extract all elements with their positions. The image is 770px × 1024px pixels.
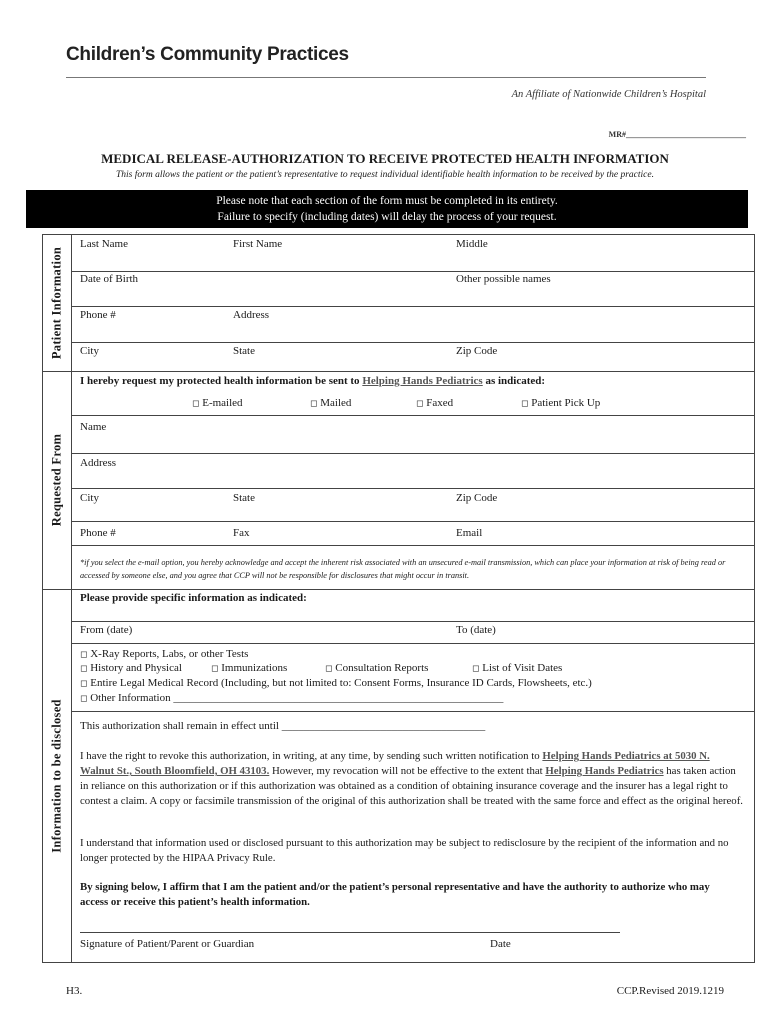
- request-statement-pre: I hereby request my protected health information be sent to: [80, 375, 360, 387]
- date-label: Date: [490, 938, 511, 950]
- email-disclaimer: *if you select the e-mail option, you hereby acknowledge and accept the inherent risk associated with an unsecured e-mail transmission, which can place your information at risk of being read or accessed by someone else, and you agree that CCP will not be responsible for disclosures that might occur in transit.: [80, 558, 726, 580]
- row-line: [71, 306, 755, 307]
- checkbox-icon[interactable]: ◻: [310, 398, 318, 408]
- item-xray[interactable]: [80, 648, 248, 660]
- patient-state-field[interactable]: State: [233, 345, 255, 357]
- row-line: [71, 643, 755, 644]
- section-label-requested: [42, 371, 71, 589]
- affiliate-text: An Affiliate of Nationwide Children’s Hospital: [511, 89, 706, 100]
- item-xray-label: X-Ray Reports, Labs, or other Tests: [90, 648, 249, 660]
- notice-line-2: Failure to specify (including dates) will delay the process of your request.: [217, 211, 557, 223]
- checkbox-icon[interactable]: ◻: [325, 663, 333, 673]
- revoke-practice-link: Helping Hands Pediatrics: [545, 765, 664, 777]
- section-divider-vertical: [71, 234, 72, 963]
- signature-label: Signature of Patient/Parent or Guardian: [80, 938, 255, 950]
- checkbox-icon[interactable]: ◻: [192, 398, 200, 408]
- revoke-paragraph: [80, 749, 745, 809]
- checkbox-icon[interactable]: ◻: [80, 693, 88, 703]
- section-line: [71, 589, 755, 590]
- item-history-label: History and Physical: [90, 662, 182, 674]
- row-line: [71, 521, 755, 522]
- checkbox-icon[interactable]: ◻: [521, 398, 529, 408]
- form-subtitle: This form allows the patient or the patient’s representative to request individual identifiable health information to be received by the practice.: [116, 170, 654, 180]
- section-label-patient-text: Patient Information: [49, 246, 63, 359]
- item-entire-record[interactable]: [80, 677, 592, 689]
- option-pickup[interactable]: [521, 397, 600, 409]
- disclose-heading: Please provide specific information as indicated:: [80, 592, 307, 604]
- other-names-field[interactable]: Other possible names: [456, 273, 551, 285]
- footer-form-code: H3.: [66, 985, 83, 997]
- item-entire-record-label: Entire Legal Medical Record (Including, but not limited to: Consent Forms, Insurance ID Cards, Flowsheets, etc.): [90, 677, 592, 689]
- signature-line[interactable]: [80, 932, 620, 933]
- option-faxed-label: Faxed: [426, 397, 454, 409]
- item-consultation-label: Consultation Reports: [335, 662, 429, 674]
- item-history[interactable]: [80, 662, 182, 674]
- row-line: [71, 415, 755, 416]
- row-line: [71, 545, 755, 546]
- mr-number-field[interactable]: MR#______________________________: [608, 130, 746, 139]
- form-title: MEDICAL RELEASE-AUTHORIZATION TO RECEIVE PROTECTED HEALTH INFORMATION: [101, 151, 669, 166]
- checkbox-icon[interactable]: ◻: [472, 663, 480, 673]
- row-line: [71, 453, 755, 454]
- notice-banner: [26, 190, 748, 228]
- patient-address-field[interactable]: Address: [233, 309, 270, 321]
- row-line: [71, 488, 755, 489]
- header-rule: [66, 77, 706, 78]
- checkbox-icon[interactable]: ◻: [80, 649, 88, 659]
- section-label-disclosed-text: Information to be disclosed: [49, 699, 63, 853]
- row-line: [71, 711, 755, 712]
- section-line: [71, 371, 755, 372]
- revoke-text-3: has taken action in reliance on this authorization or if this authorization was obtained as a condition of obtaining insurance coverage and the insurer has a legal right to contest a claim. A copy or facsimile transmission of the original of this authorization shall be treated with the same force and effect as the original hereof.: [80, 765, 743, 807]
- recipient-fax-field[interactable]: Fax: [233, 527, 250, 539]
- recipient-phone-field[interactable]: Phone #: [80, 527, 116, 539]
- option-mailed-label: Mailed: [320, 397, 352, 409]
- option-faxed[interactable]: [416, 397, 453, 409]
- item-immunizations-label: Immunizations: [221, 662, 288, 674]
- patient-zip-field[interactable]: Zip Code: [456, 345, 498, 357]
- recipient-email-field[interactable]: Email: [456, 527, 483, 539]
- item-other[interactable]: [80, 692, 503, 704]
- checkbox-icon[interactable]: ◻: [80, 663, 88, 673]
- first-name-field[interactable]: First Name: [233, 238, 283, 250]
- recipient-zip-field[interactable]: Zip Code: [456, 492, 498, 504]
- checkbox-icon[interactable]: ◻: [416, 398, 424, 408]
- recipient-name-field[interactable]: Name: [80, 421, 107, 433]
- row-line: [71, 621, 755, 622]
- recipient-address-field[interactable]: Address: [80, 457, 117, 469]
- footer-revision: CCP.Revised 2019.1219: [616, 985, 724, 997]
- to-date-field[interactable]: To (date): [456, 624, 496, 636]
- section-label-patient: [42, 234, 71, 371]
- row-line: [71, 342, 755, 343]
- option-mailed[interactable]: [310, 397, 351, 409]
- item-visits-label: List of Visit Dates: [482, 662, 563, 674]
- request-statement-post: as indicated:: [485, 375, 546, 387]
- section-label-disclosed: [42, 589, 71, 963]
- checkbox-icon[interactable]: ◻: [80, 678, 88, 688]
- middle-name-field[interactable]: Middle: [456, 238, 488, 250]
- last-name-field[interactable]: Last Name: [80, 238, 128, 250]
- section-label-requested-text: Requested From: [49, 433, 63, 527]
- row-line: [71, 271, 755, 272]
- item-immunizations[interactable]: [211, 662, 287, 674]
- revoke-text-1: I have the right to revoke this authorization, in writing, at any time, by sending such written notification to: [80, 750, 540, 762]
- affirmation-paragraph: By signing below, I affirm that I am the patient and/or the patient’s personal representative and have the authority to authorize who may access or receive this patient’s health information.: [80, 881, 710, 908]
- redisclosure-paragraph: I understand that information used or disclosed pursuant to this authorization may be subject to redisclosure by the recipient of the information and no longer protected by the HIPAA Privacy Rule.: [80, 837, 729, 864]
- patient-city-field[interactable]: City: [80, 345, 99, 357]
- item-other-label: Other Information ____________________________________________________________: [90, 692, 504, 704]
- recipient-state-field[interactable]: State: [233, 492, 255, 504]
- practice-name-link: Helping Hands Pediatrics: [362, 375, 483, 387]
- request-statement: [80, 375, 545, 387]
- checkbox-icon[interactable]: ◻: [211, 663, 219, 673]
- patient-phone-field[interactable]: Phone #: [80, 309, 116, 321]
- item-visits[interactable]: [472, 662, 562, 674]
- effect-until-field[interactable]: This authorization shall remain in effect until _____________________________________: [80, 720, 486, 732]
- option-pickup-label: Patient Pick Up: [531, 397, 601, 409]
- revoke-text-2: However, my revocation will not be effective to the extent that: [269, 765, 543, 777]
- from-date-field[interactable]: From (date): [80, 624, 133, 636]
- dob-field[interactable]: Date of Birth: [80, 273, 139, 285]
- item-consultation[interactable]: [325, 662, 428, 674]
- option-emailed-label: E-mailed: [202, 397, 243, 409]
- brand-logo-text: Children’s Community Practices: [66, 44, 349, 65]
- recipient-city-field[interactable]: City: [80, 492, 99, 504]
- option-emailed[interactable]: [192, 397, 243, 409]
- notice-line-1: Please note that each section of the form must be completed in its entirety.: [216, 195, 558, 207]
- revoke-address-link: Helping Hands Pediatrics at 5030 N. Walnut St., South Bloomfield, OH 43103.: [80, 750, 710, 777]
